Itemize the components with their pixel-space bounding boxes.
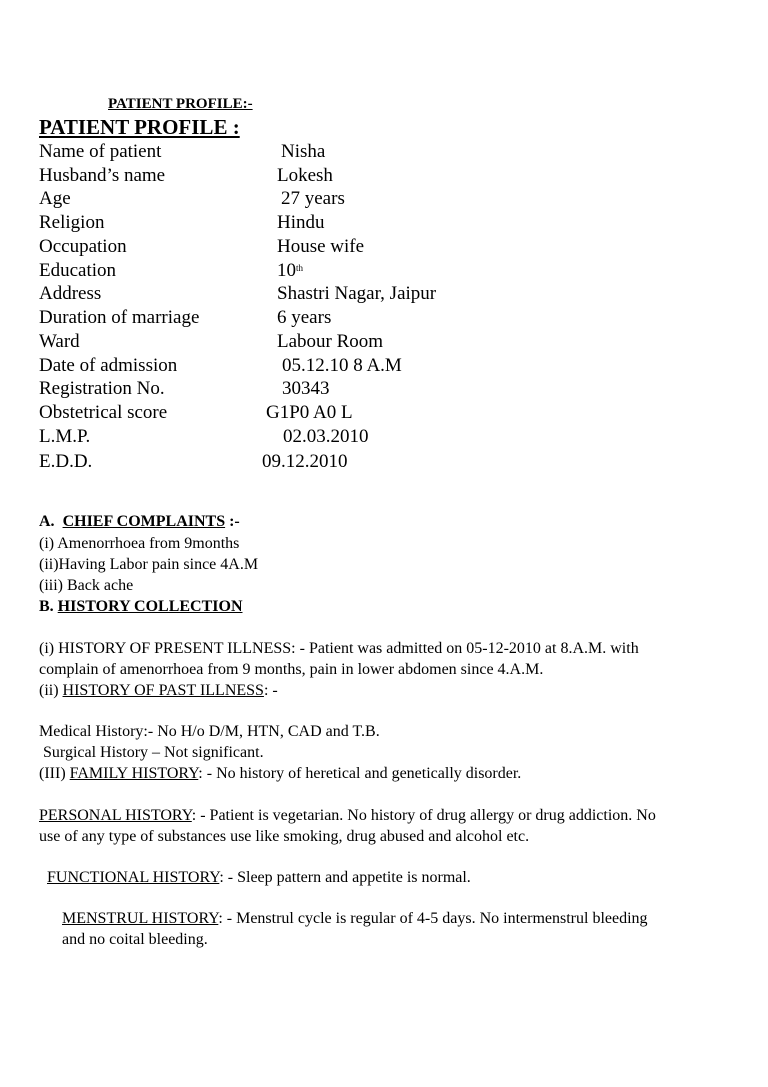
- menstrual-heading-text: MENSTRUL HISTORY: [62, 910, 219, 927]
- personal-history-line: use of any type of substances use like smoking, drug abused and alcohol etc.: [39, 828, 530, 845]
- section-heading-text: CHIEF COMPLAINTS: [62, 513, 226, 530]
- section-heading-text: HISTORY COLLECTION: [57, 598, 243, 615]
- personal-text: : - Patient is vegetarian. No history of drug allergy or drug addiction. No: [191, 807, 656, 824]
- functional-heading-text: FUNCTIONAL HISTORY: [47, 869, 220, 886]
- profile-value: House wife: [277, 236, 365, 257]
- profile-label: E.D.D.: [39, 451, 93, 472]
- personal-heading-text: PERSONAL HISTORY: [39, 807, 192, 824]
- profile-label: Address: [39, 283, 102, 304]
- history-collection-heading: [39, 597, 243, 617]
- profile-label: Occupation: [39, 236, 127, 257]
- profile-value: 09.12.2010: [262, 451, 348, 472]
- page-title: PATIENT PROFILE :: [39, 115, 240, 139]
- past-illness-heading: [39, 680, 278, 701]
- family-text: : - No history of heretical and genetically disorder.: [198, 765, 522, 782]
- menstrual-history-line: and no coital bleeding.: [62, 931, 208, 948]
- present-illness-line: complain of amenorrhoea from 9 months, pain in lower abdomen since 4.A.M.: [39, 661, 544, 678]
- family-heading-text: FAMILY HISTORY: [69, 765, 199, 782]
- profile-label: Religion: [39, 212, 105, 233]
- profile-label: Name of patient: [39, 141, 162, 162]
- functional-text: : - Sleep pattern and appetite is normal.: [219, 869, 471, 886]
- profile-value: 30343: [282, 378, 330, 399]
- profile-label: Registration No.: [39, 378, 165, 399]
- profile-label: Date of admission: [39, 355, 178, 376]
- chief-complaints-heading: [39, 512, 240, 532]
- profile-label: Husband’s name: [39, 165, 166, 186]
- profile-value: Nisha: [281, 141, 326, 162]
- profile-value: Labour Room: [277, 331, 384, 352]
- profile-label: Obstetrical score: [39, 402, 168, 423]
- menstrual-text: : - Menstrul cycle is regular of 4-5 days. No intermenstrul bleeding: [218, 910, 648, 927]
- profile-value: [277, 259, 303, 282]
- profile-label: Ward: [39, 331, 80, 352]
- section-suffix: :-: [229, 513, 240, 530]
- superscript: th: [296, 263, 304, 273]
- surgical-history: Surgical History – Not significant.: [43, 744, 264, 761]
- section-prefix: A.: [39, 513, 55, 530]
- profile-value: 27 years: [281, 188, 345, 209]
- past-prefix: (ii): [39, 682, 59, 699]
- complaint-item: (i) Amenorrhoea from 9months: [39, 535, 240, 552]
- present-illness-line: (i) HISTORY OF PRESENT ILLNESS: - Patient was admitted on 05-12-2010 at 8.A.M. with: [39, 640, 639, 657]
- profile-label: L.M.P.: [39, 426, 91, 447]
- small-page-title: PATIENT PROFILE:-: [108, 96, 253, 112]
- profile-label: Education: [39, 260, 117, 281]
- complaint-item: (iii) Back ache: [39, 577, 134, 594]
- profile-value: 05.12.10 8 A.M: [282, 355, 402, 376]
- profile-value: 6 years: [277, 307, 332, 328]
- profile-value: Hindu: [277, 212, 325, 233]
- past-heading-text: HISTORY OF PAST ILLNESS: [62, 682, 264, 699]
- medical-history: Medical History:- No H/o D/M, HTN, CAD and T.B.: [39, 723, 380, 740]
- section-prefix: B.: [39, 598, 54, 615]
- profile-value: Lokesh: [277, 165, 333, 186]
- profile-label: Age: [39, 188, 71, 209]
- profile-value: 02.03.2010: [283, 426, 369, 447]
- profile-value-text: 10: [277, 260, 296, 281]
- profile-value: Shastri Nagar, Jaipur: [277, 283, 437, 304]
- profile-value: G1P0 A0 L: [266, 402, 353, 423]
- family-prefix: (III): [39, 765, 66, 782]
- profile-label: Duration of marriage: [39, 307, 200, 328]
- functional-history: [47, 867, 471, 888]
- complaint-item: (ii)Having Labor pain since 4A.M: [39, 556, 259, 573]
- personal-history: [39, 805, 656, 826]
- past-suffix: : -: [263, 682, 278, 699]
- family-history: [39, 763, 521, 784]
- menstrual-history: [62, 908, 648, 929]
